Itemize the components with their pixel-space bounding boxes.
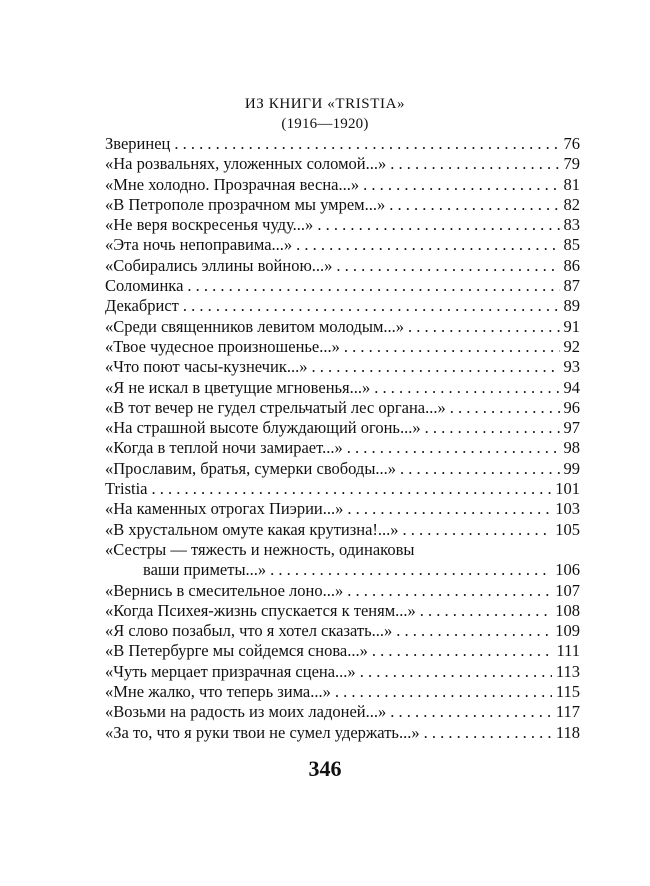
dot-leader — [408, 317, 559, 337]
table-of-contents — [105, 134, 580, 743]
page-number: 346 — [308, 756, 342, 781]
dot-leader — [317, 215, 559, 235]
toc-entry-page: 118 — [555, 722, 580, 742]
toc-entry-page: 76 — [563, 134, 580, 153]
toc-entry-page: 115 — [555, 682, 580, 702]
toc-entry-title: «Собирались эллины войною...» — [105, 255, 333, 275]
toc-entry-title: «Прославим, братья, сумерки свободы...» — [105, 458, 397, 478]
toc-entry — [105, 702, 580, 722]
toc-entry-page: 113 — [555, 661, 580, 681]
dot-leader — [389, 195, 559, 215]
toc-entry — [105, 175, 580, 195]
toc-entry-page: 99 — [563, 458, 580, 478]
toc-entry — [105, 398, 580, 418]
dot-leader — [390, 702, 552, 722]
dot-leader — [335, 682, 552, 702]
toc-entry-title: «Вернись в смесительное лоно...» — [105, 580, 344, 600]
toc-entry-title: «Чуть мерцает призрачная сцена...» — [105, 661, 356, 681]
toc-entry — [105, 317, 580, 337]
toc-entry — [105, 195, 580, 215]
toc-entry-page: 109 — [555, 621, 580, 641]
toc-entry-title: «Мне жалко, что теперь зима...» — [105, 682, 331, 702]
toc-entry-page: 94 — [563, 377, 580, 397]
dot-leader — [403, 520, 552, 540]
toc-entry — [105, 560, 580, 580]
dot-leader — [183, 296, 560, 316]
toc-entry-title: «Я слово позабыл, что я хотел сказать...» — [105, 621, 393, 641]
toc-entry-title: «В Петербурге мы сойдемся снова...» — [105, 641, 368, 661]
toc-entry-page: 108 — [555, 600, 580, 620]
toc-entry — [105, 256, 580, 276]
dot-leader — [450, 398, 560, 418]
toc-entry-title-line — [105, 540, 580, 560]
dot-leader — [347, 438, 560, 458]
toc-entry-page: 87 — [563, 276, 580, 296]
dot-leader — [296, 235, 559, 255]
dot-leader — [174, 134, 559, 154]
toc-entry-title: «Что поют часы-кузнечик...» — [105, 357, 308, 377]
dot-leader — [390, 154, 559, 174]
dot-leader — [396, 621, 551, 641]
toc-entry — [105, 682, 580, 702]
toc-entry — [105, 378, 580, 398]
toc-entry-title: Декабрист — [105, 296, 179, 316]
toc-entry-title: Зверинец — [105, 134, 171, 153]
toc-entry-page: 92 — [563, 336, 580, 356]
toc-entry-page: 107 — [555, 580, 580, 600]
toc-entry-page: 96 — [563, 397, 580, 417]
dot-leader — [347, 581, 551, 601]
toc-entry — [105, 581, 580, 601]
toc-entry-page: 105 — [555, 519, 580, 539]
dot-leader — [360, 662, 552, 682]
toc-entry-title: «Сестры — тяжесть и нежность, одинаковы — [105, 539, 415, 559]
toc-entry — [105, 276, 580, 296]
section-title: ИЗ КНИГИ «TRISTIA» — [244, 96, 406, 112]
toc-entry — [105, 621, 580, 641]
toc-entry — [105, 357, 580, 377]
toc-entry — [105, 438, 580, 458]
toc-entry-page: 83 — [563, 215, 580, 235]
toc-entry-title: «Мне холодно. Прозрачная весна...» — [105, 174, 360, 194]
toc-entry-title: «Эта ночь непоправима...» — [105, 235, 293, 255]
toc-entry — [105, 601, 580, 621]
dot-leader — [187, 276, 559, 296]
section-years: (1916—1920) — [281, 116, 369, 132]
toc-entry-title: «За то, что я руки твои не сумел удержать...» — [105, 722, 420, 742]
dot-leader — [311, 357, 559, 377]
toc-entry — [105, 154, 580, 174]
dot-leader — [420, 601, 551, 621]
toc-entry — [105, 134, 580, 154]
toc-entry — [105, 418, 580, 438]
dot-leader — [372, 641, 553, 661]
toc-entry — [105, 215, 580, 235]
toc-entry — [105, 723, 580, 743]
toc-entry — [105, 235, 580, 255]
toc-entry — [105, 479, 580, 499]
toc-entry — [105, 662, 580, 682]
toc-entry-title: Tristia — [105, 479, 148, 499]
toc-entry-page: 106 — [555, 560, 580, 580]
toc-entry-page: 103 — [555, 499, 580, 519]
toc-entry-page: 111 — [556, 641, 580, 661]
toc-entry — [105, 520, 580, 540]
dot-leader — [344, 337, 560, 357]
toc-entry-title: «На страшной высоте блуждающий огонь...» — [105, 418, 421, 438]
dot-leader — [374, 378, 559, 398]
dot-leader — [363, 175, 559, 195]
toc-entry-page: 86 — [563, 255, 580, 275]
toc-entry-page: 101 — [555, 479, 580, 499]
dot-leader — [425, 418, 560, 438]
toc-entry-title: «Возьми на радость из моих ладоней...» — [105, 702, 387, 722]
dot-leader — [336, 256, 559, 276]
dot-leader — [347, 499, 551, 519]
toc-entry-title: «Среди священников левитом молодым...» — [105, 316, 405, 336]
dot-leader — [270, 560, 551, 580]
dot-leader — [424, 723, 552, 743]
toc-entry-title: «Когда Психея-жизнь спускается к теням...» — [105, 600, 416, 620]
toc-entry-page: 85 — [563, 235, 580, 255]
toc-entry — [105, 459, 580, 479]
toc-entry — [105, 337, 580, 357]
toc-entry-page: 82 — [563, 194, 580, 214]
toc-entry — [105, 499, 580, 519]
toc-entry-title: Соломинка — [105, 276, 184, 296]
toc-entry-page: 97 — [563, 418, 580, 438]
toc-entry-page: 89 — [563, 296, 580, 316]
toc-entry-page: 93 — [563, 357, 580, 377]
dot-leader — [152, 479, 552, 499]
toc-entry-page: 91 — [563, 316, 580, 336]
toc-entry-title: «На розвальнях, уложенных соломой...» — [105, 154, 387, 174]
toc-entry-title-continuation: ваши приметы...» — [143, 560, 267, 580]
toc-entry-title: «Когда в теплой ночи замирает...» — [105, 438, 343, 458]
toc-entry — [105, 296, 580, 316]
toc-entry-page: 79 — [563, 154, 580, 174]
toc-entry-page: 98 — [563, 438, 580, 458]
dot-leader — [400, 459, 559, 479]
toc-entry-title: «Твое чудесное произношенье...» — [105, 336, 340, 356]
toc-entry-title: «В хрустальном омуте какая крутизна!...» — [105, 519, 399, 539]
toc-entry — [105, 641, 580, 661]
toc-entry-page: 81 — [563, 174, 580, 194]
toc-entry-title: «На каменных отрогах Пиэрии...» — [105, 499, 344, 519]
toc-entry-title: «В Петрополе прозрачном мы умрем...» — [105, 194, 386, 214]
toc-entry-title: «Не веря воскресенья чуду...» — [105, 215, 314, 235]
toc-entry-page: 117 — [555, 702, 580, 722]
toc-entry-title: «Я не искал в цветущие мгновенья...» — [105, 377, 371, 397]
toc-entry-title: «В тот вечер не гудел стрельчатый лес органа...» — [105, 397, 446, 417]
